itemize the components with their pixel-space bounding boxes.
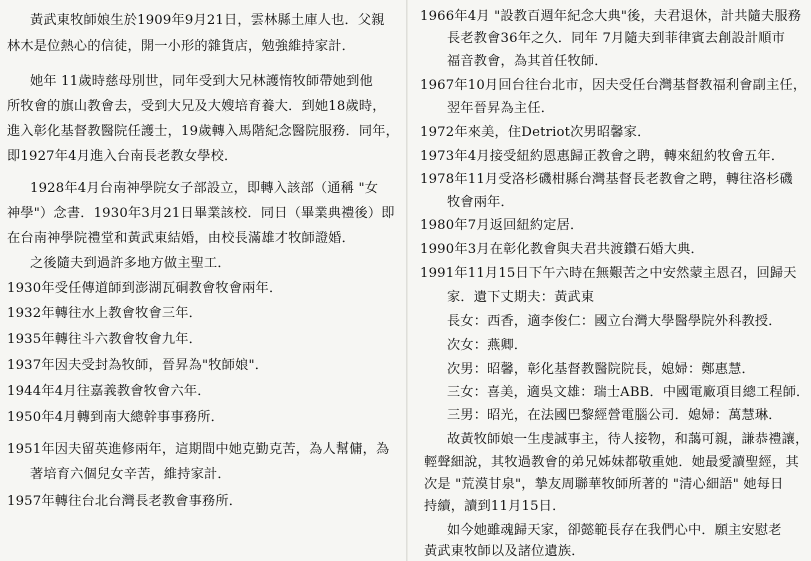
text-line: 黃武東牧師以及諸位遺族．	[424, 544, 585, 559]
text-line: 1932年轉往水上教會牧會三年．	[7, 306, 203, 321]
text-line: 1935年轉往斗六教會牧會九年．	[7, 332, 203, 347]
text-line: 所牧會的旗山教會去，受到大兄及大嫂培育養大．到她18歲時，	[7, 99, 386, 114]
text-line: 如今她雖魂歸天家，卻懿範長存在我們心中．願主安慰老	[447, 523, 782, 538]
text-line: 次男：昭馨，彰化基督教醫院院長，媳婦：鄭惠慧．	[447, 362, 755, 377]
text-line: 1957年轉往台北台灣長老教會事務所．	[7, 494, 243, 509]
text-line: 1972年來美，住Detriot次男昭馨家．	[420, 125, 651, 140]
text-line: 持續，讀到11月15日．	[424, 499, 566, 514]
text-line: 1937年因夫受封為牧師，晉昇為"牧師娘"．	[7, 358, 269, 373]
text-line: 次女：燕卿．	[447, 338, 528, 353]
text-line: 神學"）念書．1930年3月21日畢業該校．同日（畢業典禮後）即	[7, 206, 395, 221]
text-line: 三男：昭光，在法國巴黎經營電腦公司．媳婦：萬慧琳．	[447, 408, 782, 423]
text-line: 1967年10月回台往台北市，因夫受任台灣基督教福利會副主任，	[420, 78, 807, 93]
text-line: 林木是位熱心的信徒，開一小形的雜貨店，勉強維持家計．	[7, 39, 356, 54]
text-line: 翌年晉昇為主任．	[447, 101, 555, 116]
text-line: 1991年11月15日下午六時在無艱苦之中安然蒙主恩召，回歸天	[420, 266, 797, 281]
text-line: 1978年11月受洛杉磯柑縣台灣基督長老教會之聘，轉往洛杉磯	[420, 172, 793, 187]
text-line: 1980年7月返回紐約定居．	[420, 218, 584, 233]
text-line: 她年 11歲時慈母別世，同年受到大兄林護惰牧師帶她到他	[30, 74, 373, 89]
text-line: 1966年4月 "設教百週年紀念大典"後，夫君退休，計共隨夫服務	[420, 9, 802, 24]
text-line: 著培育六個兒女辛苦，維持家計．	[30, 467, 231, 482]
text-line: 1973年4月接受紐約恩惠歸正教會之聘，轉來紐約牧會五年．	[420, 149, 785, 164]
text-line: 之後隨夫到過許多地方做主聖工．	[30, 256, 231, 271]
text-line: 1990年3月在彰化教會與夫君共渡鑽石婚大典．	[420, 242, 704, 257]
text-line: 1944年4月往嘉義教會牧會六年．	[7, 384, 211, 399]
text-line: 即1927年4月進入台南長老教女學校．	[7, 149, 238, 164]
page-fold-shadow	[406, 0, 408, 561]
text-line: 故黃牧師娘一生虔誠事主，待人接物，和藹可親，謙恭禮讓，	[447, 432, 809, 447]
text-line: 福音教會，為其首任牧師．	[447, 54, 608, 69]
text-line: 輕聲細說，其牧過教會的弟兄姊妹都敬重她．她最愛讀聖經，其	[424, 455, 799, 470]
text-line: 黃武東牧師娘生於1909年9月21日，雲林縣土庫人也．父親	[30, 13, 385, 28]
text-line: 次是 "荒漠甘泉"，摯友周聯華牧師所著的 "清心細語" 她每日	[424, 477, 784, 492]
text-line: 家．遺下丈期夫：黃武東	[447, 290, 595, 305]
text-line: 1930年受任傳道師到澎湖瓦硐教會牧會兩年．	[7, 281, 283, 296]
text-line: 三女：喜美，適吳文雄：瑞士ABB．中國電廠項目總工程師．	[447, 385, 810, 400]
text-line: 在台南神學院禮堂和黃武東結婚，由校長滿雄才牧師證婚．	[7, 231, 356, 246]
text-line: 1951年因夫留英進修兩年，這期間中她克勤克苦，為人幫傭，為	[7, 442, 390, 457]
text-line: 牧會兩年．	[447, 195, 514, 210]
text-line: 1950年4月轉到南大總幹事事務所．	[7, 410, 224, 425]
text-line: 長女：西香，適李俊仁：國立台灣大學醫學院外科教授．	[447, 314, 782, 329]
text-line: 1928年4月台南神學院女子部設立，即轉入該部（通稱 "女	[30, 181, 379, 196]
text-line: 進入彰化基督教醫院任護士，19歲轉入馬階紀念醫院服務．同年，	[7, 124, 400, 139]
text-line: 長老教會36年之久．同年 7月隨夫到菲律賓去創設計順市	[447, 31, 786, 46]
